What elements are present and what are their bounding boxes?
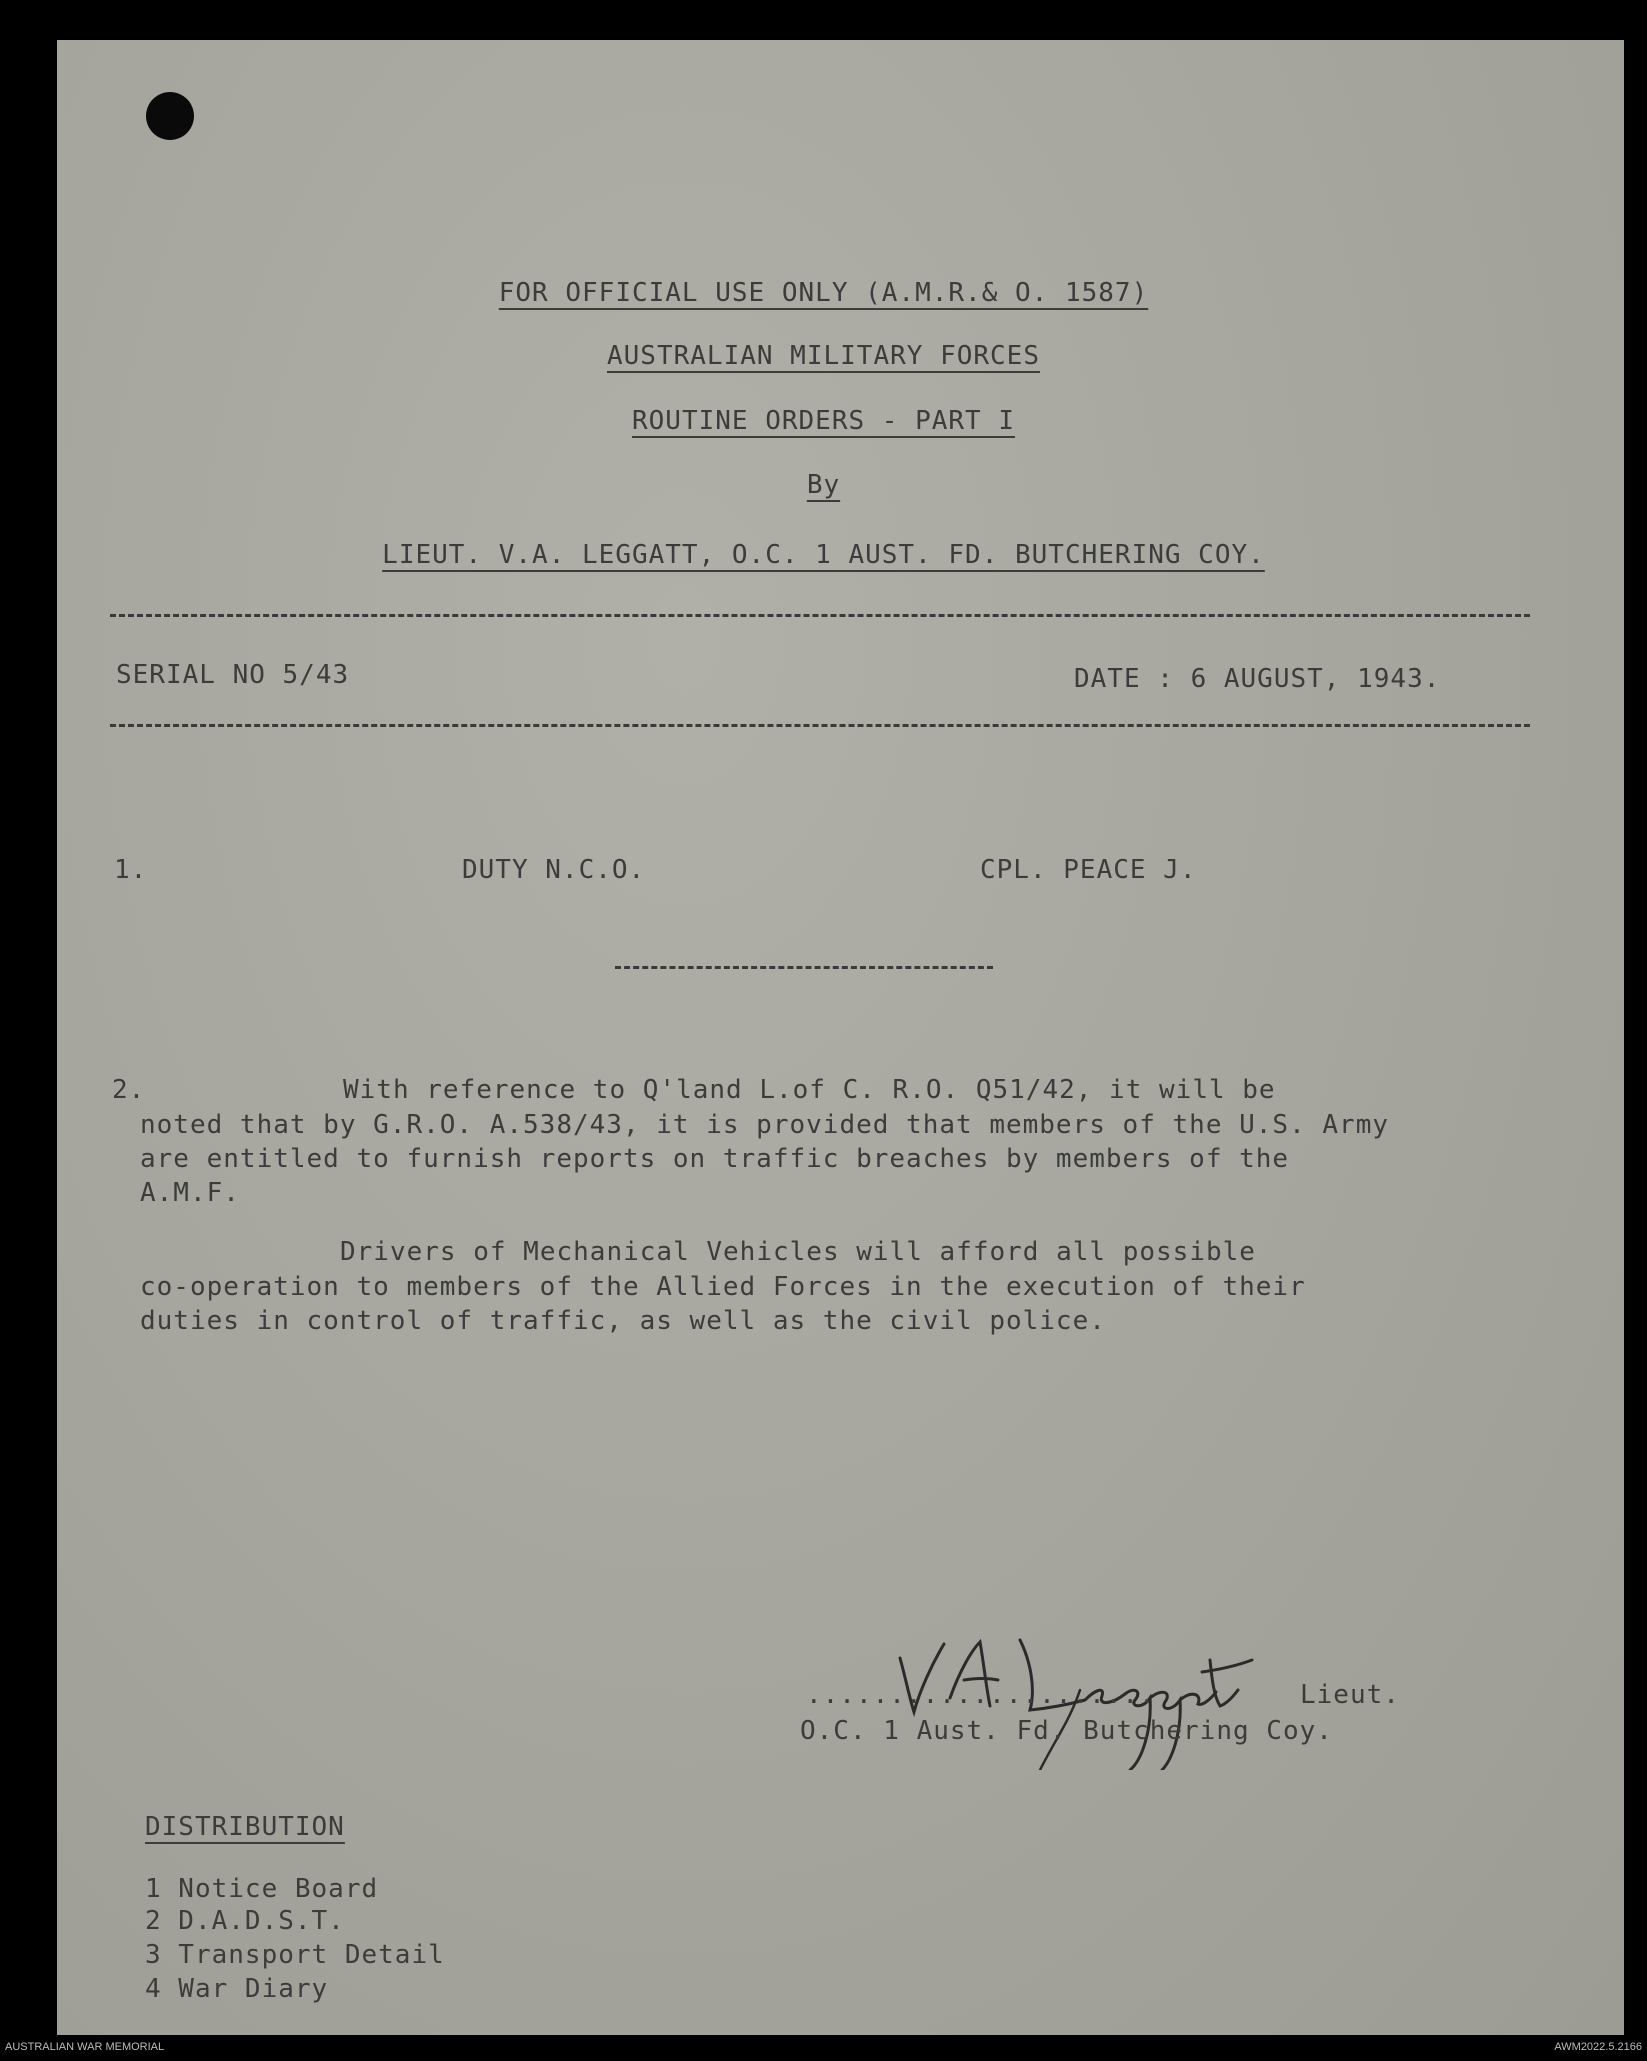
distribution-item: 2 D.A.D.S.T.: [145, 1906, 345, 1936]
item2-line: co-operation to members of the Allied Forces in the execution of their: [140, 1272, 1306, 1302]
item2-number: 2.: [112, 1075, 146, 1105]
item1-number: 1.: [114, 855, 148, 885]
item2-line: Drivers of Mechanical Vehicles will afford all possible: [340, 1237, 1256, 1267]
signature-rank: Lieut.: [1300, 1680, 1400, 1710]
item2-line: A.M.F.: [140, 1178, 240, 1208]
item2-line: With reference to Q'land L.of C. R.O. Q51/42, it will be: [343, 1075, 1276, 1105]
footer-archive-name: AUSTRALIAN WAR MEMORIAL: [5, 2041, 165, 2053]
distribution-item: 1 Notice Board: [145, 1874, 379, 1904]
distribution-item: 4 War Diary: [145, 1974, 329, 2004]
signature-title: O.C. 1 Aust. Fd. Butchering Coy.: [800, 1716, 1333, 1746]
header-by: By: [806, 470, 841, 500]
footer-accession-number: AWM2022.5.2166: [1554, 2041, 1642, 2053]
punch-hole: [146, 92, 194, 140]
item-separator: [615, 966, 993, 969]
distribution-item: 3 Transport Detail: [145, 1940, 445, 1970]
item1-value: CPL. PEACE J.: [980, 855, 1197, 885]
header-routine-orders: ROUTINE ORDERS - PART I: [631, 406, 1016, 436]
item2-line: noted that by G.R.O. A.538/43, it is provided that members of the U.S. Army: [140, 1110, 1389, 1140]
item2-line: are entitled to furnish reports on traffic breaches by members of the: [140, 1144, 1290, 1174]
header-classification: FOR OFFICIAL USE ONLY (A.M.R.& O. 1587): [498, 278, 1149, 308]
item2-line: duties in control of traffic, as well as the civil police.: [140, 1306, 1106, 1336]
serial-number: SERIAL NO 5/43: [116, 660, 350, 690]
item1-label: DUTY N.C.O.: [462, 855, 646, 885]
order-date: DATE : 6 AUGUST, 1943.: [1074, 664, 1441, 694]
header-issuer: LIEUT. V.A. LEGGATT, O.C. 1 AUST. FD. BUTCHERING COY.: [382, 540, 1265, 570]
top-rule: [110, 614, 1530, 617]
signature-dots: .....................: [806, 1680, 1156, 1710]
second-rule: [110, 724, 1530, 727]
header-forces: AUSTRALIAN MILITARY FORCES: [607, 341, 1040, 371]
distribution-heading: DISTRIBUTION: [145, 1812, 345, 1842]
